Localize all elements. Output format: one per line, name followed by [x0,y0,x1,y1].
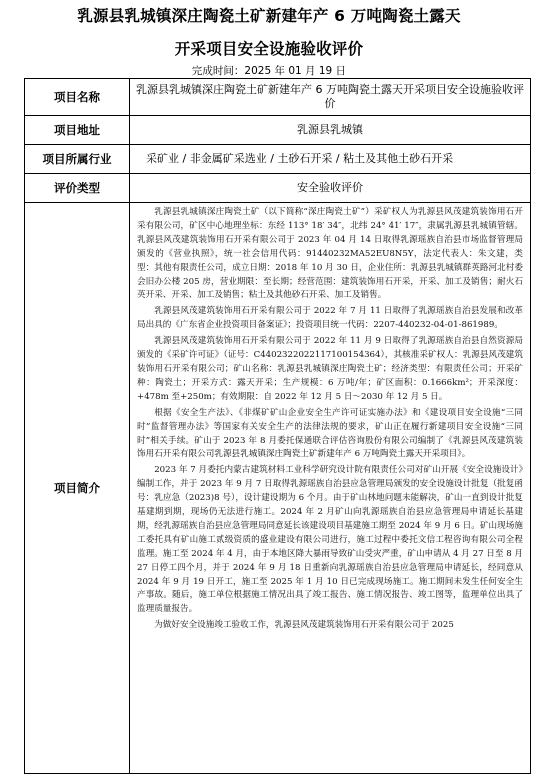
project-intro-cell [130,203,531,774]
project-address-value: 乳源县乳城镇 [130,116,531,145]
project-industry-value: 采矿业 / 非金属矿采选业 / 土砂石开采 / 粘土及其他土砂石开采 [130,145,531,174]
project-name-value: 乳源县乳城镇深庄陶瓷土矿新建年产 6 万吨陶瓷土露天开采项目安全设施验收评价 [130,79,531,116]
evaluation-type-value: 安全验收评价 [130,174,531,203]
intro-paragraph: 根据《安全生产法》、《非煤矿矿山企业安全生产许可证实施办法》和《建设项目安全设施“三同时”监督管理办法》等国家有关安全生产的法律法规的要求，矿山正在履行新建项目安全设施“三同时”相关手续。矿山于 2023 年 8 月委托保通联合评估咨询股份有限公司编制了《乳源县风茂建筑装饰用石开采有限公司乳源县乳城镇深庄陶瓷土矿新建年产 6 万吨陶瓷土露天开采项目》。 [137,407,523,460]
project-intro-label: 项目简介 [25,203,130,774]
table-row [25,79,531,116]
project-info-table [24,78,531,774]
table-row [25,174,531,203]
intro-paragraph: 2023 年 7 月委托内蒙古建筑材料工业科学研究设计院有限责任公司对矿山开展《安全设施设计》编制工作，并于 2023 年 9 月 7 日取得乳源瑶族自治县应急管理局颁发的安全设施设计批复（批复函号：乳应急（2023)8 号），设计建设期为 6 个月。由于矿山林地问题未能解决，矿山一直到设计批复基建期到期，现场仍无法进行施工。2024 年 2 月矿山向乳源瑶族自治县应急管理局申请延长基建期，经乳源瑶族自治县应急管理局同意延长该建设项目基建施工期至 2024 年 9 月 6 日。矿山现场施工委托具有矿山施工贰级资质的盛业建设有限公司进行，施工过程中委托文信工程咨询有限公司全程监理。施工至 2024 年 4 月，由于本地区降大暴雨导致矿山受灾严重，矿山申请从 4 月 27 日至 8 月 27 日停工四个月，并于 2024 年 9 月 18 日重新向乳源瑶族自治县应急管理局申请延长，经同意从 2024 年 9 月 19 日开工，施工至 2025 年 1 月 10 日已完成现场施工。施工期间未发生任何安全生产事故。随后，施工单位根据施工情况出具了竣工报告、施工情况报告、竣工图等，监理单位出具了监理质量报告。 [137,465,523,615]
project-intro-text [130,203,530,773]
evaluation-type-label: 评价类型 [25,174,130,203]
intro-paragraph: 乳源县乳城镇深庄陶瓷土矿（以下简称“深庄陶瓷土矿”）采矿权人为乳源县风茂建筑装饰用石开采有限公司，矿区中心地理坐标：东经 113° 18′ 34″，北纬 24° 41′ 17″，隶属乳源县乳城镇管辖。乳源县风茂建筑装饰用石开采有限公司于 2023 年 04 月 14 日取得乳源瑶族自治县市场监督管理局颁发的《营业执照》，统一社会信用代码：91440232MA52EU8N5Y，法定代表人：朱文建，类型：其他有限责任公司，成立日期：2018 年 10 月 30 日，企业住所：乳源县乳城镇群英路河北村委会旧办公楼 205 房，营业期限：至长期；经营范围：建筑装饰用石开采，开采、加工及销售；耐火石英开采、开采、加工及销售；粘土及其他砂石开采、加工及销售。 [137,207,523,301]
document-title-line1: 乳源县乳城镇深庄陶瓷土矿新建年产 6 万吨陶瓷土露天 [77,7,461,25]
intro-paragraph: 乳源县风茂建筑装饰用石开采有限公司于 2022 年 11 月 9 日取得了乳源瑶族自治县自然资源局颁发的《采矿许可证》（证号：C4402322022117100154364），其核准采矿权人：乳源县风茂建筑装饰用石开采有限公司；矿山名称：乳源县乳城镇深庄陶瓷土矿；经济类型：有限责任公司；开采矿种：陶瓷土；开采方式：露天开采；生产规模：6 万吨/年；矿区面积：0.1666km²；开采深度：+478m 至+250m；有效期限：自 2022 年 12 月 5 日～2030 年 12 月 5 日。 [137,336,523,402]
table-row [25,116,531,145]
completion-date: 完成时间：2025 年 01 月 19 日 [191,65,347,77]
project-name-label: 项目名称 [25,79,130,116]
document-title-line2: 开采项目安全设施验收评价 [174,40,364,58]
project-industry-label: 项目所属行业 [25,145,130,174]
intro-paragraph: 为做好安全设施竣工验收工作，乳源县风茂建筑装饰用石开采有限公司于 2025 [154,620,454,631]
project-address-label: 项目地址 [25,116,130,145]
table-row [25,203,531,774]
intro-paragraph: 乳源县风茂建筑装饰用石开采有限公司于 2022 年 7 月 11 日取得了乳源瑶族自治县发展和改革局出具的《广东省企业投资项目备案证》；投资项目统一代码：2207-440232-04-01-861989。 [137,306,523,331]
table-row [25,145,531,174]
